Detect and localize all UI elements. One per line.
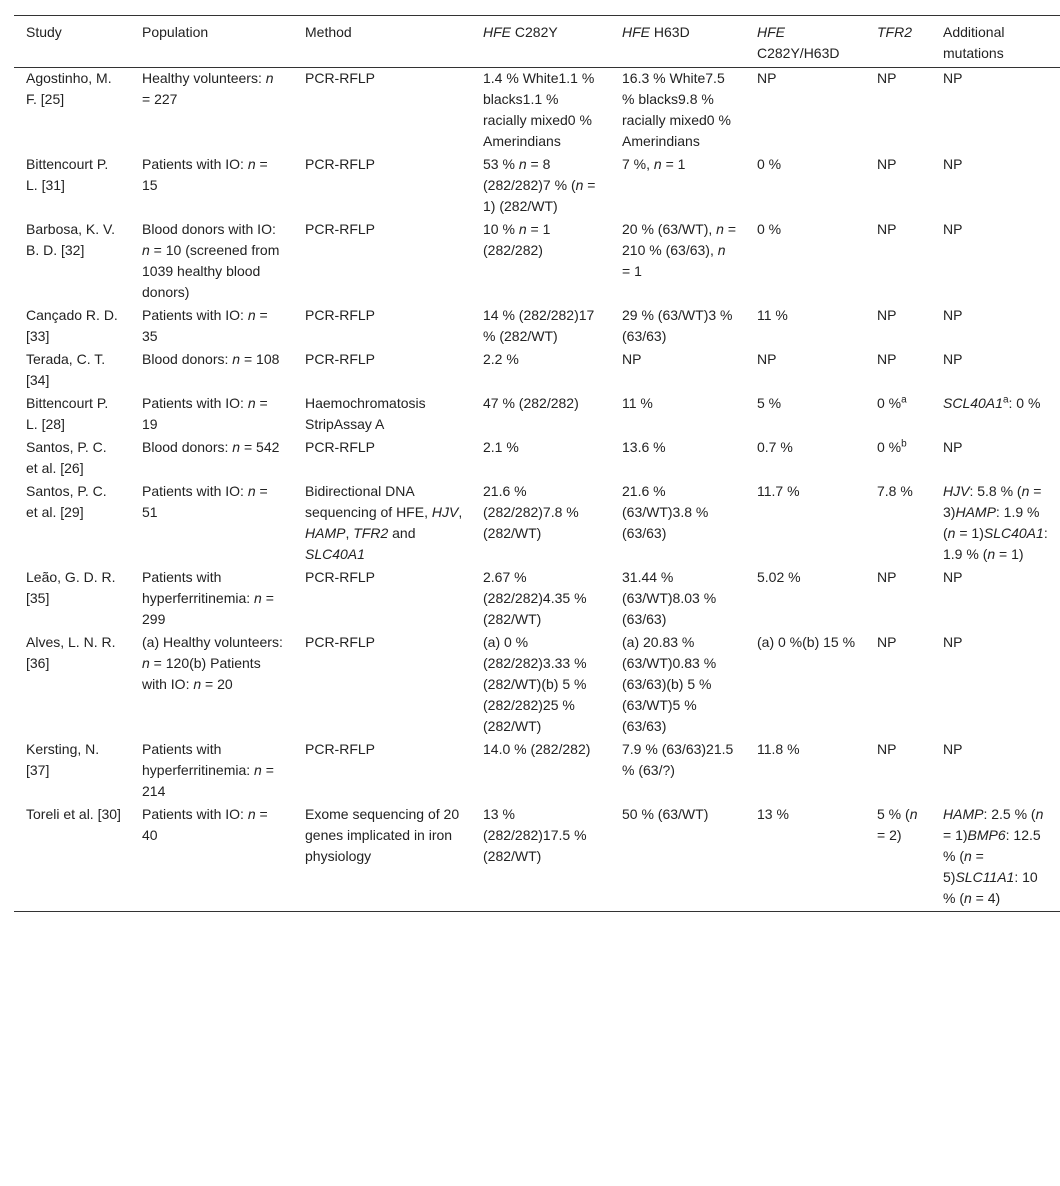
italic-term: HJV bbox=[431, 504, 459, 520]
cell-hfe-h63d bbox=[610, 739, 745, 804]
cell-hfe-h63d bbox=[610, 349, 745, 393]
italic-term: n bbox=[254, 762, 262, 778]
cell-text: NP bbox=[943, 70, 963, 86]
cell-hfe-c282y-h63d bbox=[745, 219, 865, 305]
cell-hfe-c282y-h63d bbox=[745, 481, 865, 567]
cell-method bbox=[293, 154, 471, 219]
cell-text: 13.6 % bbox=[622, 439, 666, 455]
footnote-marker: b bbox=[901, 438, 907, 450]
table-row bbox=[14, 437, 1060, 481]
cell-text: PCR-RFLP bbox=[305, 439, 376, 455]
cell-method bbox=[293, 393, 471, 437]
cell-text: 1.4 % White1.1 % blacks1.1 % racially mixed0 % Amerindians bbox=[483, 70, 595, 149]
cell-text: Bittencourt P. L. [31] bbox=[26, 156, 109, 193]
cell-hfe-h63d bbox=[610, 481, 745, 567]
cell-text: 2.67 % (282/282)4.35 % (282/WT) bbox=[483, 569, 587, 627]
cell-text: Patients with IO: bbox=[142, 307, 248, 323]
cell-text: NP bbox=[877, 634, 897, 650]
footnote-marker: a bbox=[901, 394, 907, 406]
header-additional-mutations bbox=[931, 16, 1060, 68]
cell-text: 5.02 % bbox=[757, 569, 801, 585]
cell-text: = 214 bbox=[142, 762, 274, 799]
header-hfe-c282y-h63d-text: C282Y/H63D bbox=[757, 45, 840, 61]
italic-term: n bbox=[247, 395, 256, 411]
cell-method bbox=[293, 349, 471, 393]
cell-tfr2 bbox=[865, 739, 931, 804]
cell-text: Blood donors with IO: bbox=[142, 221, 276, 237]
cell-text: 29 % (63/WT)3 % (63/63) bbox=[622, 307, 733, 344]
cell-text: = 4) bbox=[971, 890, 1001, 906]
cell-tfr2 bbox=[865, 804, 931, 912]
cell-population bbox=[130, 219, 293, 305]
cell-text: Bittencourt P. L. [28] bbox=[26, 395, 109, 432]
cell-text: PCR-RFLP bbox=[305, 70, 376, 86]
cell-text: Healthy volunteers: bbox=[142, 70, 266, 86]
cell-text: NP bbox=[877, 156, 897, 172]
italic-term: n bbox=[247, 806, 256, 822]
cell-study bbox=[14, 437, 130, 481]
header-study-text: Study bbox=[26, 24, 62, 40]
cell-text: = 1 bbox=[622, 263, 642, 279]
cell-hfe-h63d bbox=[610, 437, 745, 481]
cell-tfr2 bbox=[865, 481, 931, 567]
cell-text: Patients with IO: bbox=[142, 806, 248, 822]
cell-population bbox=[130, 349, 293, 393]
cell-population bbox=[130, 154, 293, 219]
cell-text: = 1) bbox=[943, 827, 968, 843]
cell-text: PCR-RFLP bbox=[305, 351, 376, 367]
cell-text: 14 % (282/282)17 % (282/WT) bbox=[483, 307, 595, 344]
cell-text: PCR-RFLP bbox=[305, 569, 376, 585]
cell-hfe-c282y bbox=[471, 567, 610, 632]
cell-text: Bidirectional DNA sequencing of HFE, bbox=[305, 483, 432, 520]
italic-term: n bbox=[964, 890, 972, 906]
cell-text: NP bbox=[943, 351, 963, 367]
italic-term: n bbox=[247, 156, 256, 172]
italic-term: n bbox=[142, 655, 150, 671]
cell-text: 2.1 % bbox=[483, 439, 519, 455]
cell-hfe-c282y bbox=[471, 437, 610, 481]
cell-hfe-h63d bbox=[610, 632, 745, 739]
cell-text: 11.7 % bbox=[757, 483, 800, 499]
italic-term: n bbox=[232, 439, 241, 455]
cell-text: (a) 0 %(b) 15 % bbox=[757, 634, 856, 650]
italic-term: HAMP bbox=[943, 806, 984, 822]
cell-method bbox=[293, 437, 471, 481]
italic-term: n bbox=[247, 483, 256, 499]
table-row bbox=[14, 68, 1060, 155]
table-row bbox=[14, 481, 1060, 567]
cell-additional-mutations bbox=[931, 804, 1060, 912]
cell-text: = 120(b) Patients with IO: bbox=[142, 655, 261, 692]
cell-text: = 20 bbox=[201, 676, 233, 692]
cell-text: 47 % (282/282) bbox=[483, 395, 579, 411]
cell-hfe-c282y bbox=[471, 804, 610, 912]
cell-text: 50 % (63/WT) bbox=[622, 806, 709, 822]
cell-text: (a) Healthy volunteers: bbox=[142, 634, 283, 650]
cell-hfe-h63d bbox=[610, 305, 745, 349]
cell-text: 14.0 % (282/282) bbox=[483, 741, 591, 757]
italic-term: n bbox=[716, 221, 724, 237]
header-hfe-h63d-text: H63D bbox=[650, 24, 690, 40]
cell-text: Patients with IO: bbox=[142, 395, 248, 411]
cell-text: 16.3 % White7.5 % blacks9.8 % racially mixed0 % Amerindians bbox=[622, 70, 731, 149]
italic-term: n bbox=[717, 242, 726, 258]
cell-text: 7.9 % (63/63)21.5 % (63/?) bbox=[622, 741, 734, 778]
header-tfr2-gene: TFR2 bbox=[877, 24, 912, 40]
cell-hfe-h63d bbox=[610, 154, 745, 219]
cell-text: Terada, C. T. [34] bbox=[26, 351, 106, 388]
italic-term: n bbox=[1035, 806, 1044, 822]
cell-text: 13 % (282/282)17.5 % (282/WT) bbox=[483, 806, 587, 864]
header-hfe-c282y-gene: HFE bbox=[483, 24, 511, 40]
header-hfe-c282y bbox=[471, 16, 610, 68]
italic-term: n bbox=[193, 676, 202, 692]
cell-text: 11 % bbox=[622, 395, 653, 411]
cell-text: Haemochromatosis StripAssay A bbox=[305, 395, 426, 432]
cell-study bbox=[14, 481, 130, 567]
cell-text: = 1) bbox=[955, 525, 984, 541]
cell-text: NP bbox=[943, 439, 963, 455]
cell-text: NP bbox=[877, 307, 897, 323]
cell-population bbox=[130, 739, 293, 804]
cell-text: NP bbox=[877, 569, 897, 585]
cell-method bbox=[293, 804, 471, 912]
table-row bbox=[14, 219, 1060, 305]
cell-hfe-c282y-h63d bbox=[745, 632, 865, 739]
cell-method bbox=[293, 632, 471, 739]
cell-population bbox=[130, 393, 293, 437]
cell-method bbox=[293, 481, 471, 567]
cell-additional-mutations bbox=[931, 154, 1060, 219]
cell-text: 21.6 % (63/WT)3.8 % (63/63) bbox=[622, 483, 709, 541]
cell-text: 7.8 % bbox=[877, 483, 913, 499]
cell-population bbox=[130, 567, 293, 632]
cell-hfe-h63d bbox=[610, 393, 745, 437]
header-population-text: Population bbox=[142, 24, 209, 40]
cell-tfr2 bbox=[865, 219, 931, 305]
cell-hfe-c282y bbox=[471, 305, 610, 349]
cell-text: , bbox=[345, 525, 354, 541]
cell-text: NP bbox=[943, 741, 963, 757]
table-row bbox=[14, 154, 1060, 219]
cell-text: = 299 bbox=[142, 590, 274, 627]
cell-text: = 1) (282/WT) bbox=[483, 177, 596, 214]
cell-text: 0 % bbox=[757, 156, 782, 172]
cell-text: = 19 bbox=[142, 395, 268, 432]
table-row bbox=[14, 393, 1060, 437]
cell-text: = 1 bbox=[661, 156, 686, 172]
cell-population bbox=[130, 305, 293, 349]
cell-hfe-c282y bbox=[471, 68, 610, 155]
cell-text: NP bbox=[877, 351, 897, 367]
cell-hfe-c282y-h63d bbox=[745, 393, 865, 437]
mutation-studies-table bbox=[14, 15, 1060, 912]
italic-term: HAMP bbox=[955, 504, 996, 520]
italic-term: SLC11A1 bbox=[955, 869, 1015, 885]
cell-hfe-c282y bbox=[471, 393, 610, 437]
cell-tfr2 bbox=[865, 349, 931, 393]
cell-text: Patients with hyperferritinemia: bbox=[142, 569, 255, 606]
cell-text: 0 % bbox=[877, 395, 902, 411]
cell-text: = 5) bbox=[943, 848, 984, 885]
cell-text: Patients with IO: bbox=[142, 483, 248, 499]
cell-tfr2 bbox=[865, 393, 931, 437]
cell-text: 7 %, bbox=[622, 156, 654, 172]
cell-text: : 12.5 % ( bbox=[943, 827, 1041, 864]
cell-text: : 1.9 % ( bbox=[943, 504, 1040, 541]
cell-hfe-c282y-h63d bbox=[745, 305, 865, 349]
cell-text: Patients with IO: bbox=[142, 156, 248, 172]
cell-text: NP bbox=[943, 569, 963, 585]
cell-text: 11 % bbox=[757, 307, 788, 323]
header-method bbox=[293, 16, 471, 68]
italic-term: n bbox=[947, 525, 956, 541]
header-method-text: Method bbox=[305, 24, 352, 40]
cell-text: NP bbox=[943, 307, 963, 323]
italic-term: n bbox=[265, 70, 274, 86]
header-population bbox=[130, 16, 293, 68]
cell-text: 0.7 % bbox=[757, 439, 793, 455]
cell-text: NP bbox=[943, 634, 963, 650]
cell-population bbox=[130, 437, 293, 481]
table-row bbox=[14, 349, 1060, 393]
cell-hfe-c282y bbox=[471, 349, 610, 393]
cell-population bbox=[130, 632, 293, 739]
header-hfe-c282y-h63d-gene: HFE bbox=[757, 24, 785, 40]
table-row bbox=[14, 567, 1060, 632]
cell-study bbox=[14, 305, 130, 349]
header-hfe-c282y-text: C282Y bbox=[511, 24, 558, 40]
cell-tfr2 bbox=[865, 68, 931, 155]
italic-term: n bbox=[254, 590, 262, 606]
cell-study bbox=[14, 68, 130, 155]
italic-term: SCL40A1 bbox=[943, 395, 1003, 411]
cell-method bbox=[293, 68, 471, 155]
cell-text: Blood donors: bbox=[142, 439, 233, 455]
cell-study bbox=[14, 393, 130, 437]
header-study bbox=[14, 16, 130, 68]
cell-text: Leão, G. D. R. [35] bbox=[26, 569, 116, 606]
cell-hfe-h63d bbox=[610, 219, 745, 305]
footnote-marker: a bbox=[1002, 394, 1009, 406]
cell-population bbox=[130, 68, 293, 155]
cell-tfr2 bbox=[865, 154, 931, 219]
cell-text: = 1) bbox=[995, 546, 1024, 562]
italic-term: n bbox=[247, 307, 256, 323]
table-row bbox=[14, 804, 1060, 912]
cell-hfe-h63d bbox=[610, 567, 745, 632]
header-additional-mutations-text: Additional mutations bbox=[943, 24, 1005, 61]
table-row bbox=[14, 739, 1060, 804]
italic-term: n bbox=[909, 806, 918, 822]
cell-text: 10 % bbox=[483, 221, 519, 237]
cell-text: 21.6 % (282/282)7.8 % (282/WT) bbox=[483, 483, 579, 541]
cell-text: 53 % bbox=[483, 156, 519, 172]
cell-text: : 5.8 % ( bbox=[969, 483, 1022, 499]
cell-text: 5 % bbox=[757, 395, 782, 411]
cell-additional-mutations bbox=[931, 305, 1060, 349]
cell-text: NP bbox=[943, 221, 963, 237]
cell-text: 5 % ( bbox=[877, 806, 910, 822]
table-row bbox=[14, 305, 1060, 349]
cell-text: PCR-RFLP bbox=[305, 307, 376, 323]
italic-term: SLC40A1 bbox=[983, 525, 1044, 541]
italic-term: BMP6 bbox=[967, 827, 1006, 843]
italic-term: n bbox=[232, 351, 241, 367]
cell-text: = 227 bbox=[142, 91, 178, 107]
italic-term: n bbox=[964, 848, 972, 864]
cell-text: 11.8 % bbox=[757, 741, 800, 757]
cell-additional-mutations bbox=[931, 567, 1060, 632]
cell-text: NP bbox=[943, 156, 963, 172]
cell-text: and bbox=[388, 525, 416, 541]
cell-hfe-c282y-h63d bbox=[745, 68, 865, 155]
table-row bbox=[14, 632, 1060, 739]
cell-study bbox=[14, 219, 130, 305]
italic-term: n bbox=[142, 242, 150, 258]
cell-method bbox=[293, 567, 471, 632]
cell-text: = 35 bbox=[142, 307, 268, 344]
cell-text: 0 % bbox=[757, 221, 782, 237]
cell-study bbox=[14, 567, 130, 632]
cell-text: = 51 bbox=[142, 483, 268, 520]
cell-additional-mutations bbox=[931, 739, 1060, 804]
cell-hfe-c282y-h63d bbox=[745, 739, 865, 804]
italic-term: SLC40A1 bbox=[305, 546, 365, 562]
cell-text: Santos, P. C. et al. [26] bbox=[26, 439, 107, 476]
cell-additional-mutations bbox=[931, 393, 1060, 437]
cell-additional-mutations bbox=[931, 68, 1060, 155]
cell-study bbox=[14, 632, 130, 739]
cell-text: : 10 % ( bbox=[943, 869, 1038, 906]
header-row bbox=[14, 16, 1060, 68]
cell-hfe-c282y bbox=[471, 481, 610, 567]
cell-text: PCR-RFLP bbox=[305, 741, 376, 757]
cell-tfr2 bbox=[865, 567, 931, 632]
header-tfr2 bbox=[865, 16, 931, 68]
cell-text: = 1 (282/282) bbox=[483, 221, 551, 258]
cell-text: Exome sequencing of 20 genes implicated in iron physiology bbox=[305, 806, 460, 864]
cell-text: (a) 20.83 % (63/WT)0.83 % (63/63)(b) 5 % (63/WT)5 % (63/63) bbox=[622, 634, 717, 734]
header-hfe-c282y-h63d bbox=[745, 16, 865, 68]
cell-text: = 15 bbox=[142, 156, 268, 193]
cell-population bbox=[130, 481, 293, 567]
cell-text: = 210 % (63/63), bbox=[622, 221, 737, 258]
table-body bbox=[14, 68, 1060, 912]
cell-additional-mutations bbox=[931, 632, 1060, 739]
cell-tfr2 bbox=[865, 437, 931, 481]
cell-text: Toreli et al. [30] bbox=[26, 806, 121, 822]
cell-text: Alves, L. N. R. [36] bbox=[26, 634, 116, 671]
cell-text: PCR-RFLP bbox=[305, 634, 376, 650]
cell-hfe-c282y-h63d bbox=[745, 567, 865, 632]
cell-hfe-c282y-h63d bbox=[745, 154, 865, 219]
cell-text: NP bbox=[757, 70, 777, 86]
cell-text: 0 % bbox=[877, 439, 902, 455]
cell-text: , bbox=[458, 504, 463, 520]
cell-study bbox=[14, 739, 130, 804]
cell-hfe-c282y-h63d bbox=[745, 804, 865, 912]
cell-hfe-c282y-h63d bbox=[745, 437, 865, 481]
italic-term: n bbox=[518, 156, 527, 172]
cell-text: : 0 % bbox=[1008, 395, 1041, 411]
italic-term: n bbox=[1021, 483, 1030, 499]
cell-study bbox=[14, 154, 130, 219]
cell-text: Santos, P. C. et al. [29] bbox=[26, 483, 107, 520]
cell-text: Kersting, N. [37] bbox=[26, 741, 100, 778]
cell-text: NP bbox=[877, 70, 897, 86]
cell-text: Barbosa, K. V. B. D. [32] bbox=[26, 221, 115, 258]
cell-text: = 8 (282/282)7 % ( bbox=[483, 156, 576, 193]
italic-term: n bbox=[575, 177, 584, 193]
cell-additional-mutations bbox=[931, 481, 1060, 567]
cell-text: NP bbox=[877, 741, 897, 757]
cell-hfe-c282y bbox=[471, 154, 610, 219]
cell-text: Patients with hyperferritinemia: bbox=[142, 741, 255, 778]
cell-hfe-c282y bbox=[471, 632, 610, 739]
cell-text: (a) 0 % (282/282)3.33 % (282/WT)(b) 5 % (282/282)25 % (282/WT) bbox=[483, 634, 587, 734]
cell-additional-mutations bbox=[931, 437, 1060, 481]
cell-text: : 2.5 % ( bbox=[983, 806, 1036, 822]
italic-term: TFR2 bbox=[353, 525, 389, 541]
cell-text: 20 % (63/WT), bbox=[622, 221, 717, 237]
cell-text: NP bbox=[622, 351, 642, 367]
italic-term: n bbox=[987, 546, 996, 562]
header-hfe-h63d bbox=[610, 16, 745, 68]
cell-method bbox=[293, 305, 471, 349]
cell-study bbox=[14, 804, 130, 912]
cell-text: = 2) bbox=[877, 827, 902, 843]
cell-text: = 3) bbox=[943, 483, 1042, 520]
cell-hfe-h63d bbox=[610, 68, 745, 155]
cell-hfe-h63d bbox=[610, 804, 745, 912]
cell-text: = 10 (screened from 1039 healthy blood donors) bbox=[142, 242, 280, 300]
cell-hfe-c282y-h63d bbox=[745, 349, 865, 393]
cell-text: = 542 bbox=[240, 439, 280, 455]
italic-term: HAMP bbox=[305, 525, 346, 541]
cell-text: Cançado R. D. [33] bbox=[26, 307, 118, 344]
cell-text: = 108 bbox=[240, 351, 280, 367]
cell-text: 31.44 % (63/WT)8.03 % (63/63) bbox=[622, 569, 717, 627]
italic-term: n bbox=[653, 156, 662, 172]
cell-text: Agostinho, M. F. [25] bbox=[26, 70, 112, 107]
italic-term: HJV bbox=[943, 483, 970, 499]
italic-term: n bbox=[518, 221, 527, 237]
cell-text: = 40 bbox=[142, 806, 268, 843]
cell-text: NP bbox=[757, 351, 777, 367]
cell-hfe-c282y bbox=[471, 219, 610, 305]
cell-method bbox=[293, 219, 471, 305]
cell-additional-mutations bbox=[931, 349, 1060, 393]
cell-study bbox=[14, 349, 130, 393]
cell-text: 2.2 % bbox=[483, 351, 519, 367]
cell-population bbox=[130, 804, 293, 912]
cell-text: NP bbox=[877, 221, 897, 237]
cell-text: 13 % bbox=[757, 806, 789, 822]
cell-tfr2 bbox=[865, 632, 931, 739]
cell-hfe-c282y bbox=[471, 739, 610, 804]
header-hfe-h63d-gene: HFE bbox=[622, 24, 650, 40]
cell-text: PCR-RFLP bbox=[305, 156, 376, 172]
cell-method bbox=[293, 739, 471, 804]
cell-additional-mutations bbox=[931, 219, 1060, 305]
cell-text: Blood donors: bbox=[142, 351, 233, 367]
cell-text: : 1.9 % ( bbox=[943, 525, 1048, 562]
cell-tfr2 bbox=[865, 305, 931, 349]
cell-text: PCR-RFLP bbox=[305, 221, 376, 237]
